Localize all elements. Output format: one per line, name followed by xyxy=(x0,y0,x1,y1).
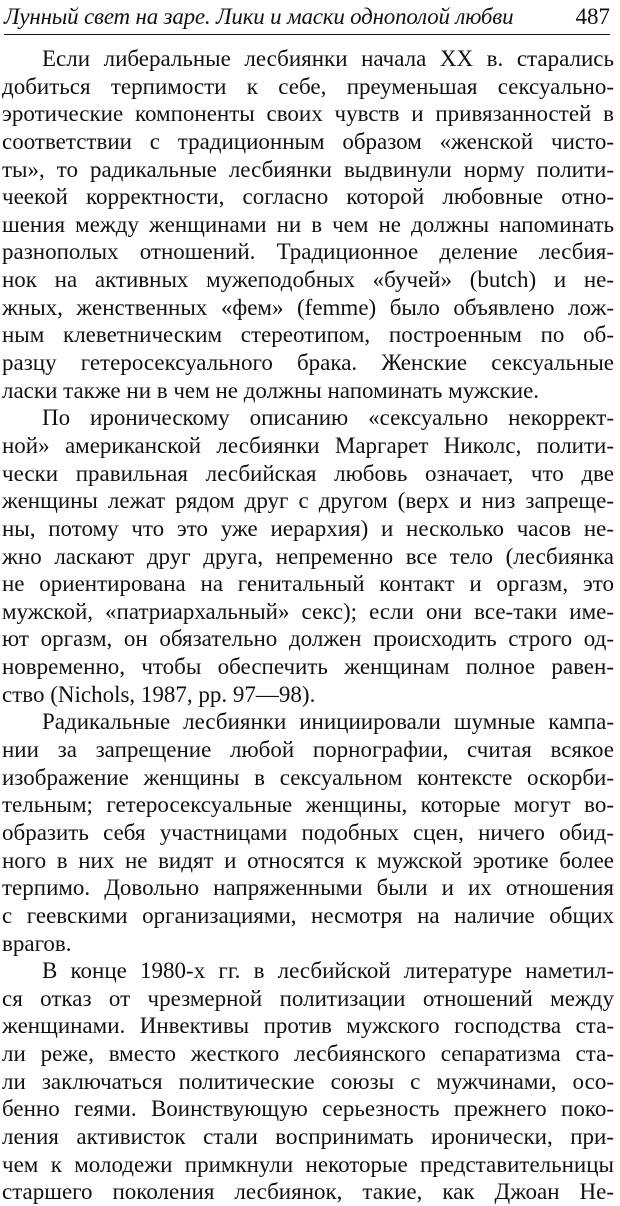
text-line: Если либеральные лесбиянки начала XX в. старались xyxy=(42,46,614,71)
text-line: чески правильная лесбийская любовь означает, что две xyxy=(2,460,614,486)
text-line: новременно, чтобы обеспечить женщинам полное равен- xyxy=(2,654,614,680)
text-line: изображение женщины в сексуальном контексте оскорби- xyxy=(2,764,614,790)
text-line: не ориентирована на генитальный контакт и оргазм, это xyxy=(2,571,614,597)
text-line: ласки также ни в чем не должны напоминать мужские. xyxy=(2,377,540,403)
text-line: ство (Nichols, 1987, pp. 97—98). xyxy=(2,681,316,707)
text-line: жных, женственных «фем» (femme) было объявлено лож- xyxy=(2,294,614,320)
text-line: с геевскими организациями, несмотря на наличие общих xyxy=(2,902,614,928)
text-line: ся отказ от чрезмерной политизации отношений между xyxy=(2,985,614,1011)
text-line: По ироническому описанию «сексуально некоррект- xyxy=(42,405,614,431)
text-line: нок на активных мужеподобных «бучей» (butch) и не- xyxy=(2,267,614,293)
text-line: ны, потому что это уже иерархия) и несколько часов не- xyxy=(2,515,614,541)
text-line: ют оргазм, он обязательно должен происходить строго од- xyxy=(2,626,614,652)
text-line: терпимо. Довольно напряженными были и их отношения xyxy=(2,875,614,901)
text-line: нии за запрещение любой порнографии, считая всякое xyxy=(2,737,614,763)
text-line: Радикальные лесбиянки инициировали шумные кампа- xyxy=(42,709,614,735)
text-line: жно ласкают друг друга, непременно все тело (лесбиянка xyxy=(2,543,614,569)
text-line: женщины лежат рядом друг с другом (верх и низ запреще- xyxy=(2,488,614,514)
text-line: ной» американской лесбиянки Маргарет Николс, полити- xyxy=(2,432,614,458)
text-line: ного в них не видят и относятся к мужской эротике более xyxy=(2,847,614,873)
running-title: Лунный свет на заре. Лики и маски однополой любви xyxy=(4,4,514,29)
body-text xyxy=(2,45,614,1206)
text-line: ли реже, вместо жесткого лесбиянского сепаратизма ста- xyxy=(2,1041,614,1067)
text-line: ления активисток стали воспринимать иронически, при- xyxy=(2,1123,614,1149)
running-header xyxy=(4,2,610,35)
text-line: чеекой корректности, согласно которой любовные отно- xyxy=(2,184,614,210)
text-line: шения между женщинами ни в чем не должны напоминать xyxy=(2,211,614,237)
text-line: образить себя участницами подобных сцен, ничего обид- xyxy=(2,819,614,845)
text-line: добиться терпимости к себе, преуменьшая сексуально- xyxy=(2,73,614,99)
text-line: В конце 1980-х гг. в лесбийской литературе наметил- xyxy=(42,958,614,984)
text-line: ли заключаться политические союзы с мужчинами, осо- xyxy=(2,1068,614,1094)
text-line: ным клеветническим стереотипом, построенным по об- xyxy=(2,322,614,348)
text-line: мужской, «патриархальный» секс); если они все-таки име- xyxy=(2,598,614,624)
text-line: разцу гетеросексуального брака. Женские сексуальные xyxy=(2,350,614,376)
page-number: 487 xyxy=(575,4,610,29)
text-line: старшего поколения лесбиянок, такие, как Джоан Не- xyxy=(2,1179,614,1205)
text-line: врагов. xyxy=(2,930,72,956)
text-line: ты», то радикальные лесбиянки выдвинули норму полити- xyxy=(2,156,614,182)
text-line: бенно геями. Воинствующую серьезность прежнего поко- xyxy=(2,1096,614,1122)
text-line: тельным; гетеросексуальные женщины, которые могут во- xyxy=(2,792,614,818)
text-line: разнополых отношений. Традиционное деление лесбия- xyxy=(2,239,614,265)
text-line: чем к молодежи примкнули некоторые представительницы xyxy=(2,1151,614,1177)
text-line: соответствии с традиционным образом «женской чисто- xyxy=(2,128,614,154)
text-line: женщинами. Инвективы против мужского господства ста- xyxy=(2,1013,614,1039)
text-line: эротические компоненты своих чувств и привязанностей в xyxy=(2,101,614,127)
